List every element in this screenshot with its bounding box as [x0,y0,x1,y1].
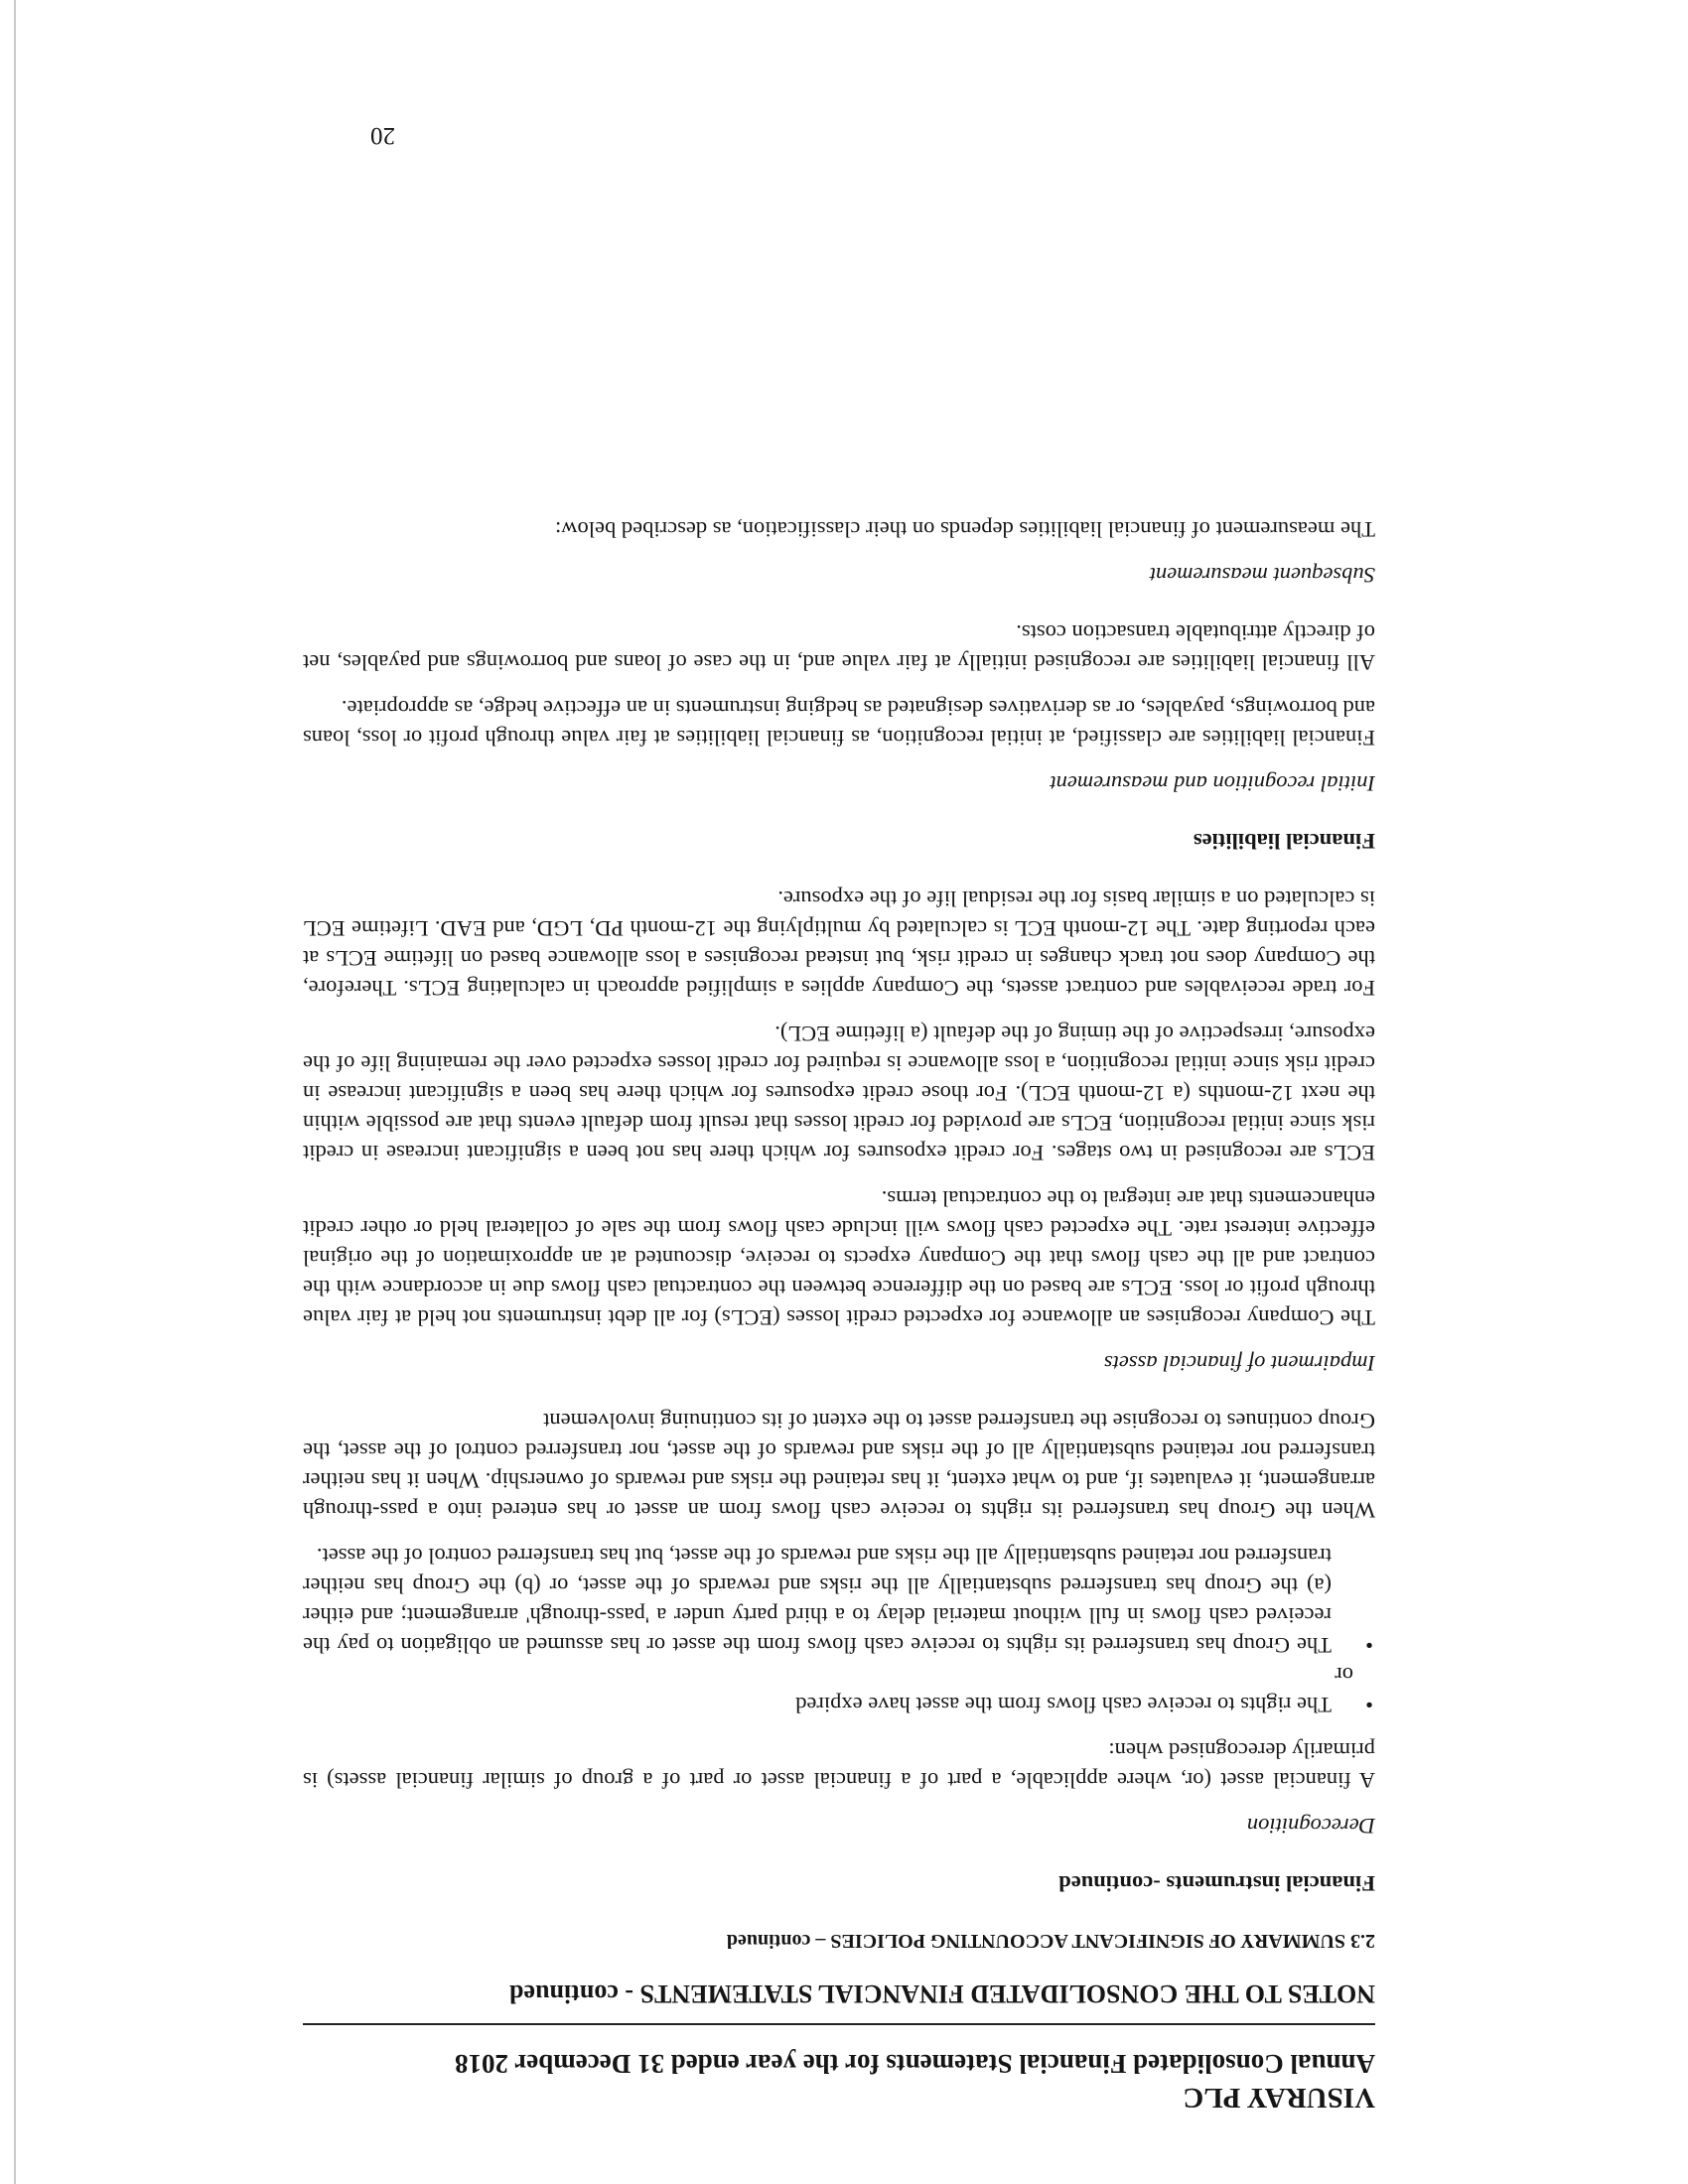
financial-liabilities-heading: Financial liabilities [1193,829,1375,854]
derecognition-bullet-list [303,1690,1375,1719]
derecognition-bullet-list-2 [303,1541,1375,1660]
impairment-paragraph-3: For trade receivables and contract assets, the Company applies a simplified approach in calculating ECLs. Therefore, the Company does not track changes in credit risk, but instead recognises a loss allowance based on lifetime ECLs at each reporting date. The 12-month ECL is calculated by multiplying the 12-month PD, LGD, and EAD. Lifetime ECL is calculated on a similar basis for the residual life of the exposure. [303,887,1375,1001]
derecognition-intro: A financial asset (or, where applicable, a part of a financial asset or part of a group of similar financial assets) is primarily derecognised when: [303,1738,1375,1793]
liabilities-paragraph-1: Financial liabilities are classified, at initial recognition, as financial liabilities at fair value through profit or loss, loans and borrowings, payables, or as derivatives designated as hedging instruments in an effective hedge, as appropriate. [303,696,1375,751]
report-title: Annual Consolidated Financial Statements for the year ended 31 December 2018 [455,2049,1375,2079]
bullet-item: • The rights to receive cash flows from the asset have expired [303,1690,1353,1719]
page-content [303,514,1375,2115]
impairment-heading: Impairment of financial assets [1103,1351,1375,1376]
subsequent-measurement-heading: Subsequent measurement [1149,563,1375,588]
notes-title: NOTES TO THE CONSOLIDATED FINANCIAL STATEMENTS - continued [509,1979,1375,2008]
impairment-paragraph-1: The Company recognises an allowance for expected credit losses (ECLs) for all debt instruments not held at fair value through profit or loss. ECLs are based on the difference between the contractual cash flows due in accordance with the contract and all the cash flows that the Company expects to receive, discounted at an approximation of the original effective interest rate. The expected cash flows will include cash flows from the sale of collateral held or other credit enhancements that are integral to the contractual terms. [303,1186,1375,1330]
bullet-item: • The Group has transferred its rights to receive cash flows from the asset or has assumed an obligation to pay the received cash flows in full without material delay to a third party under a 'pass-through' arrangement; and either (a) the Group has transferred substantially all the risks and rewards of the asset, or (b) the Group has neither transferred nor retained substantially all the risks and rewards of the asset, but has transferred control of the asset. [303,1541,1353,1660]
section-heading: 2.3 SUMMARY OF SIGNIFICANT ACCOUNTING POLICIES – continued [726,1930,1375,1952]
liabilities-paragraph-2: All financial liabilities are recognised initially at fair value and, in the case of loans and borrowings and payables, net of directly attributable transaction costs. [303,620,1375,675]
header-divider [303,2023,1375,2025]
initial-recognition-heading: Initial recognition and measurement [1050,771,1375,796]
page-number: 20 [370,122,395,149]
derecognition-heading: Derecognition [1246,1814,1375,1839]
or-connector: or [1335,1663,1353,1688]
subsection-heading: Financial instruments -continued [1058,1871,1375,1896]
impairment-paragraph-2: ECLs are recognised in two stages. For credit exposures for which there has not been a significant increase in credit risk since initial recognition, ECLs are provided for credit losses that result from default events that are possible within the next 12-months (a 12-month ECL). For those credit exposures for which there has been a significant increase in credit risk since initial recognition, a loss allowance is required for credit losses expected over the remaining life of the exposure, irrespective of the timing of the default (a lifetime ECL). [303,1022,1375,1165]
derecognition-paragraph: When the Group has transferred its rights to receive cash flows from an asset or has entered into a pass-through arrangement, it evaluates if, and to what extent, it has retained the risks and rewards of ownership. When it has neither transferred nor retained substantially all of the risks and rewards of the asset, nor transferred control of the asset, the Group continues to recognise the transferred asset to the extent of its continuing involvement [303,1409,1375,1523]
subsequent-measurement-paragraph: The measurement of financial liabilities depends on their classification, as described below: [555,517,1375,542]
company-name: VISURAY PLC [1183,2082,1375,2114]
